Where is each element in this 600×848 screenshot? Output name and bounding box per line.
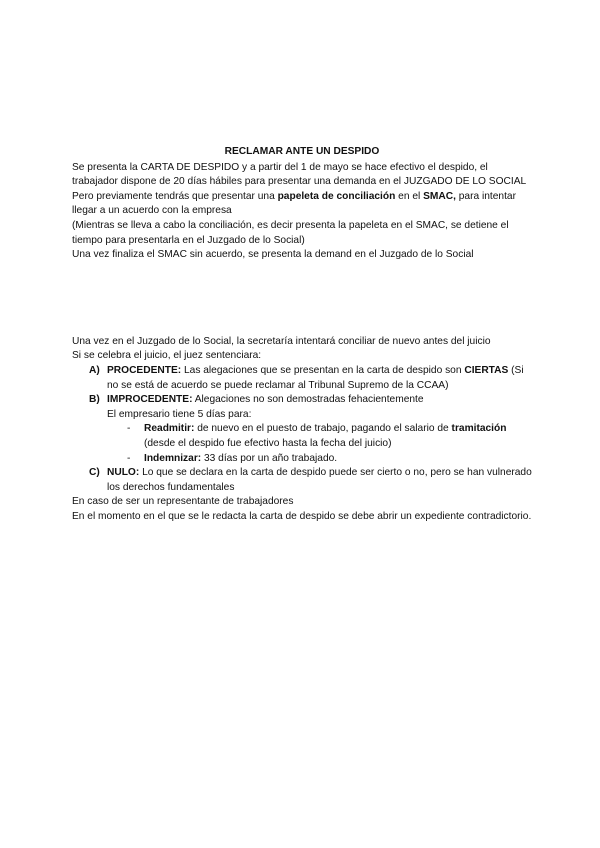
paragraph-empresario: El empresario tiene 5 días para: xyxy=(107,408,252,420)
sublist-item-readmitir xyxy=(72,422,532,451)
paragraph-carta-despido: Se presenta la CARTA DE DESPIDO y a partir del 1 de mayo se hace efectivo el despido, el trabajador dispone de 20 días hábiles para presentar una demanda en el JUZGADO DE LO SOCIAL xyxy=(72,161,527,188)
dash-marker: - xyxy=(127,452,131,464)
text-segment: Alegaciones no son demostradas fehacientemente xyxy=(192,394,424,406)
document-page xyxy=(72,145,532,524)
paragraph-juicio: Si se celebra el juicio, el juez sentenciara: xyxy=(72,350,262,362)
paragraph-representante: En caso de ser un representante de trabajadores xyxy=(72,496,294,508)
bold-smac: SMAC, xyxy=(423,190,456,202)
bold-readmitir: Readmitir: xyxy=(144,423,195,435)
bold-tramitacion: tramitación xyxy=(451,423,507,435)
paragraph-juzgado: Una vez en el Juzgado de lo Social, la secretaría intentará conciliar de nuevo antes del juicio xyxy=(72,335,491,347)
bold-indemnizar: Indemnizar: xyxy=(144,452,202,464)
text-segment: para intentar llegar a un acuerdo con la empresa xyxy=(72,190,516,217)
list-marker-a: A) xyxy=(89,364,100,376)
paragraph-parentheses-note: (Mientras se lleva a cabo la conciliación, es decir presenta la papeleta en el SMAC, se detiene el tiempo para presentarla en el Juzgado de lo Social) xyxy=(72,219,509,246)
text-segment: Lo que se declara en la carta de despido puede ser cierto o no, pero se han vulnerado los derechos fundamentales xyxy=(107,467,532,493)
document-title: RECLAMAR ANTE UN DESPIDO xyxy=(224,146,380,157)
bold-ciertas: CIERTAS xyxy=(464,364,509,376)
text-segment: Las alegaciones que se presentan en la carta de despido son xyxy=(181,364,465,376)
text-segment: 33 días por un año trabajado. xyxy=(201,452,338,464)
bold-papeleta: papeleta de conciliación xyxy=(277,190,396,202)
paragraph-conciliacion xyxy=(72,190,532,219)
text-segment: en el xyxy=(395,190,424,202)
dash-marker: - xyxy=(127,423,131,435)
list-item-nulo xyxy=(72,466,532,495)
bold-nulo: NULO: xyxy=(107,467,140,479)
list-item-improcedente xyxy=(72,393,532,408)
list-marker-c: C) xyxy=(89,467,100,479)
text-segment: (desde el despido fue efectivo hasta la fecha del juicio) xyxy=(144,437,392,449)
blank-space xyxy=(72,263,532,335)
paragraph-expediente: En el momento en el que se le redacta la carta de despido se debe abrir un expediente contradictorio. xyxy=(72,510,532,522)
list-item-procedente xyxy=(72,364,532,393)
sublist-item-indemnizar xyxy=(72,452,532,467)
paragraph-smac-sin-acuerdo: Una vez finaliza el SMAC sin acuerdo, se presenta la demand en el Juzgado de lo Social xyxy=(72,249,474,261)
text-segment: (Si no se está de acuerdo se puede reclamar al Tribunal Supremo de la CCAA) xyxy=(107,364,524,391)
text-segment: de nuevo en el puesto de trabajo, pagando el salario de xyxy=(194,423,452,435)
bold-procedente: PROCEDENTE: xyxy=(107,364,182,376)
text-segment: Pero previamente tendrás que presentar una xyxy=(72,190,278,202)
list-marker-b: B) xyxy=(89,394,100,406)
bold-improcedente: IMPROCEDENTE: xyxy=(107,394,193,406)
